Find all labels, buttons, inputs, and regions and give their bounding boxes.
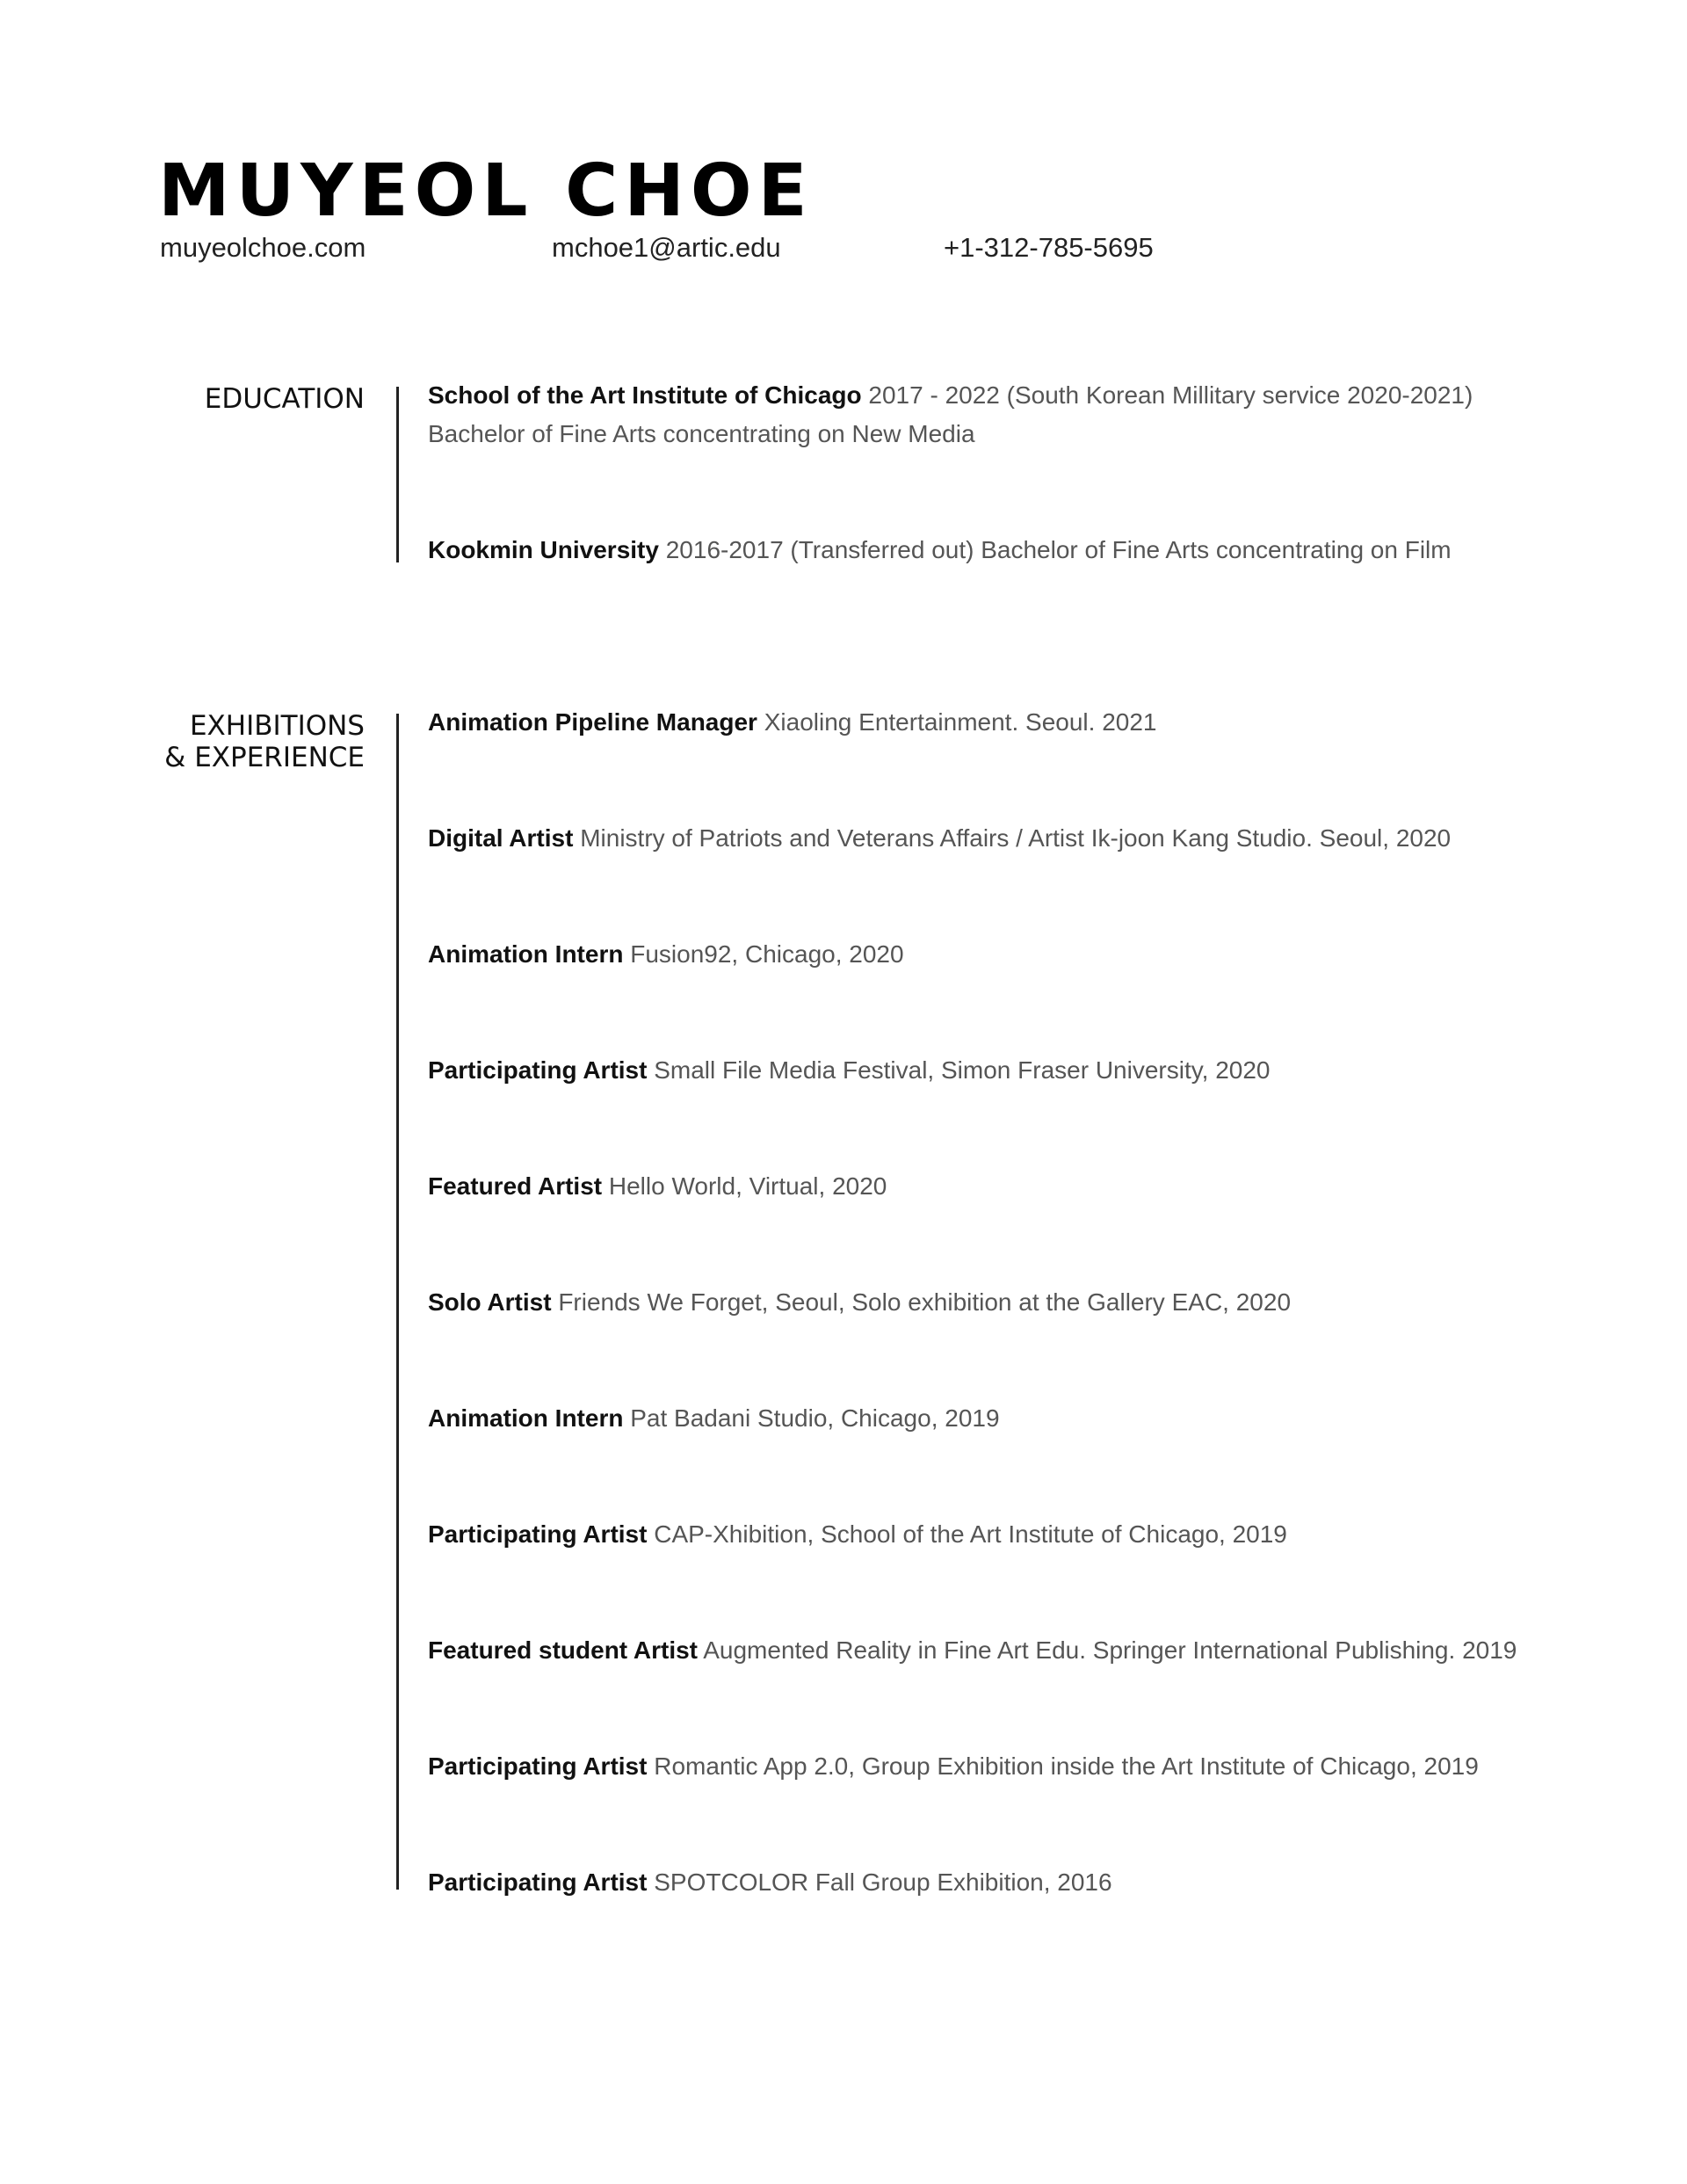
experience-role: Digital Artist	[428, 824, 574, 852]
experience-entry	[428, 1167, 887, 1206]
experience-entry	[428, 1051, 1271, 1090]
experience-detail: Augmented Reality in Fine Art Edu. Springer International Publishing. 2019	[703, 1636, 1517, 1664]
experience-detail: Pat Badani Studio, Chicago, 2019	[630, 1404, 1000, 1432]
experience-detail: Hello World, Virtual, 2020	[608, 1172, 887, 1200]
experience-detail: Friends We Forget, Seoul, Solo exhibition at the Gallery EAC, 2020	[558, 1288, 1292, 1316]
experience-heading	[164, 710, 365, 773]
resume-name: MUYEOL CHOE	[158, 149, 814, 233]
experience-entry	[428, 1283, 1291, 1322]
experience-role: Animation Intern	[428, 1404, 624, 1432]
experience-role: Participating Artist	[428, 1056, 648, 1084]
website-link[interactable]: muyeolchoe.com	[160, 232, 366, 263]
experience-role: Participating Artist	[428, 1520, 648, 1548]
education-heading-text: EDUCATION	[204, 383, 365, 415]
experience-role: Animation Pipeline Manager	[428, 708, 757, 736]
experience-entry	[428, 819, 1451, 858]
experience-divider	[396, 714, 399, 1890]
experience-entry	[428, 935, 904, 974]
experience-entry	[428, 703, 1156, 742]
experience-detail: Romantic App 2.0, Group Exhibition inside the Art Institute of Chicago, 2019	[654, 1752, 1479, 1780]
experience-detail: CAP-Xhibition, School of the Art Institute of Chicago, 2019	[654, 1520, 1287, 1548]
experience-entry	[428, 1863, 1112, 1902]
experience-heading-line2: & EXPERIENCE	[164, 742, 365, 773]
institution-name: Kookmin University	[428, 536, 659, 563]
experience-detail: Xiaoling Entertainment. Seoul. 2021	[764, 708, 1157, 736]
experience-role: Participating Artist	[428, 1868, 648, 1896]
education-divider	[396, 387, 399, 562]
education-detail: 2016-2017 (Transferred out) Bachelor of Fine Arts concentrating on Film	[665, 536, 1452, 563]
experience-role: Participating Artist	[428, 1752, 648, 1780]
education-degree: Bachelor of Fine Arts concentrating on New Media	[428, 420, 975, 447]
education-entry	[428, 531, 1452, 570]
experience-role: Featured student Artist	[428, 1636, 698, 1664]
education-entry	[428, 376, 1473, 453]
phone-number: +1-312-785-5695	[944, 232, 1154, 263]
email-link[interactable]: mchoe1@artic.edu	[552, 232, 781, 263]
experience-detail: Fusion92, Chicago, 2020	[630, 940, 904, 968]
experience-detail: Ministry of Patriots and Veterans Affairs / Artist Ik-joon Kang Studio. Seoul, 2020	[580, 824, 1452, 852]
experience-detail: Small File Media Festival, Simon Fraser University, 2020	[654, 1056, 1271, 1084]
experience-entry	[428, 1747, 1479, 1786]
experience-heading-line1: EXHIBITIONS	[189, 710, 365, 742]
experience-role: Animation Intern	[428, 940, 624, 968]
experience-entry	[428, 1515, 1287, 1554]
experience-role: Featured Artist	[428, 1172, 603, 1200]
institution-name: School of the Art Institute of Chicago	[428, 381, 862, 409]
education-heading	[205, 383, 365, 415]
experience-entry	[428, 1399, 1000, 1438]
experience-detail: SPOTCOLOR Fall Group Exhibition, 2016	[654, 1868, 1112, 1896]
experience-role: Solo Artist	[428, 1288, 552, 1316]
education-detail: 2017 - 2022 (South Korean Millitary service 2020-2021)	[868, 381, 1473, 409]
experience-entry	[428, 1631, 1517, 1670]
